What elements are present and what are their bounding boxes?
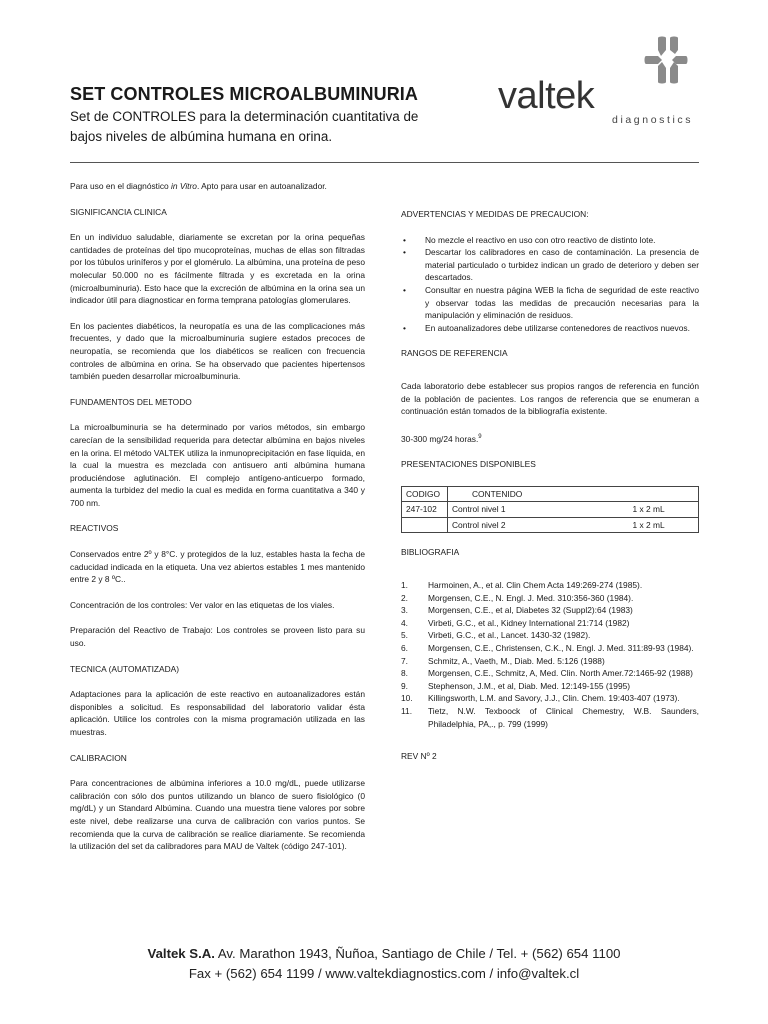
heading-fundamentos: FUNDAMENTOS DEL METODO xyxy=(70,396,192,407)
heading-calibracion: CALIBRACION xyxy=(70,752,127,763)
fundamentos-p1: La microalbuminuria se ha determinado por varios métodos, sin embargo carecían de la sensibilidad requerida para detectar albúmina en bajos niveles en la orina. El método VALTEK utiliza la inmunoprecipitación en fase líquida, en la cual la muestra es mezclada con antisuero anti albúmina humana produciéndose aglutinación. El complejo antígeno-anticuerpo formado, aumenta la turbidez del medio la cual es medida en forma cuantitativa a 340 y 700 nm. xyxy=(70,422,365,508)
heading-tecnica: TECNICA (AUTOMATIZADA) xyxy=(70,663,180,674)
significancia-p1: En un individuo saludable, diariamente se excretan por la orina pequeñas cantidades de proteínas del tipo mucoproteínas, muchas de ellas son filtradas por los túbulos uriníferos y por el glomérulo. La albúmina, una proteína de peso molecular 50.000 no es fácilmente filtrada y es excretada en la orina (microalbuminuria). Esto hace que la excreción de albúmina en la orina sea un indicador útil para diagnosticar en forma temprana patologías glomerulares. xyxy=(70,232,365,306)
valtek-logo xyxy=(498,36,698,132)
rangos-value: 30-300 mg/24 horas.$^9$ xyxy=(401,433,482,444)
table-header-contenido: CONTENIDO xyxy=(448,486,699,502)
list-item: • Descartar los calibradores en caso de contaminación. La presencia de material particulado o turbidez indican un grado de deterioro y deben ser descartados. xyxy=(401,246,699,284)
bibliografia-list xyxy=(401,579,699,730)
table-row: 247-102 Control nivel 1 1 x 2 mL xyxy=(402,502,699,518)
calibracion-p1: Para concentraciones de albúmina inferiores a 10.0 mg/dL, puede utilizarse calibración con sólo dos puntos utilizando un blanco de suero fisiológico (0 mg/dL) y un Standard Albúmina. Cuando una muestra tiene valores por sobre este nivel, debe realizarse una curva de calibración con varios puntos. Se recomienda que la curva de calibración se realice diariamente. Se recomienda la utilización del set da calibradores para MAU de Valtek (código 247-101). xyxy=(70,778,365,852)
heading-reactivos: REACTIVOS xyxy=(70,523,119,534)
rangos-p1: Cada laboratorio debe establecer sus propios rangos de referencia en función de la población de pacientes. Los rangos de referencia que se enumeran a continuación están tomados de la bibliografía existente. xyxy=(401,380,699,417)
heading-advertencias: ADVERTENCIAS Y MEDIDAS DE PRECAUCION: xyxy=(401,209,589,219)
reactivos-p2: Concentración de los controles: Ver valor en las etiquetas de los viales. xyxy=(70,599,335,610)
logo-tagline: diagnostics xyxy=(612,114,694,126)
heading-bibliografia: BIBLIOGRAFIA xyxy=(401,547,460,558)
list-item: 3. Morgensen, C.E., et al, Diabetes 32 (Suppl2):64 (1983) xyxy=(401,605,633,616)
list-item: • Consultar en nuestra página WEB la ficha de seguridad de este reactivo y observar todas las medidas de precaución necesarias para la manipulación y eliminación de residuos. xyxy=(401,284,699,322)
list-item: 8. Morgensen, C.E., Schmitz, A, Med. Clin. North Amer.72:1465-92 (1988) xyxy=(401,668,693,679)
list-item: • No mezcle el reactivo en uso con otro reactivo de distinto lote. xyxy=(401,234,699,247)
list-item: • En autoanalizadores debe utilizarse contenedores de reactivos nuevos. xyxy=(401,322,699,335)
heading-rangos: RANGOS DE REFERENCIA xyxy=(401,348,508,359)
list-item: 6. Morgensen, C.E., Christensen, C.K., N. Engl. J. Med. 311:89-93 (1984). xyxy=(401,643,694,654)
heading-significancia: SIGNIFICANCIA CLINICA xyxy=(70,206,167,217)
cross-petal-icon xyxy=(644,36,688,84)
footer-company: Valtek S.A. xyxy=(147,946,215,961)
list-item: 10. Killingsworth, L.M. and Savory, J.J., Clin. Chem. 19:403-407 (1973). xyxy=(401,693,680,704)
significancia-p2: En los pacientes diabéticos, la neuropatía es una de las complicaciones más frecuentes, y dado que la microalbuminuria sugiere estados precoces de neuropatía, se recomienda que los diabéticos se realicen con frecuencia controles de albúmina en orina. Se ha observado que pacientes hipertensos también pueden desarrollar microalbuminuria. xyxy=(70,320,365,382)
header-divider xyxy=(70,162,699,163)
presentaciones-table xyxy=(401,486,699,534)
left-column xyxy=(70,180,365,853)
reactivos-p3: Preparación del Reactivo de Trabajo: Los controles se proveen listo para su uso. xyxy=(70,625,365,649)
footer-line-1: Valtek S.A. Av. Marathon 1943, Ñuñoa, Santiago de Chile / Tel. + (562) 654 1100 xyxy=(147,946,621,961)
footer xyxy=(0,944,768,984)
list-item: 11. Tietz, N.W. Texboock of Clinical Chemestry, W.B. Saunders, Philadelphia, PA,., p. 799 (1999) xyxy=(401,706,699,729)
tecnica-p1: Adaptaciones para la aplicación de este reactivo en autoanalizadores están disponibles a solicitud. Es responsabilidad del laboratorio validar ésta aplicación. Utilice los controles con la misma programación utilizada en las muestras. xyxy=(70,689,365,737)
list-item: 4. Virbeti, G.C., et al., Kidney International 21:714 (1982) xyxy=(401,617,630,628)
revision-label: REV Nº 2 xyxy=(401,751,437,762)
list-item: 5. Virbeti, G.C., et al., Lancet. 1430-32 (1982). xyxy=(401,630,591,641)
reactivos-p1: Conservados entre 2º y 8°C. y protegidos de la luz, estables hasta la fecha de caducidad indicada en la etiqueta. Una vez abiertos estables 1 mes mantenido entre 2 y 8 ºC.. xyxy=(70,549,365,585)
list-item: 7. Schmitz, A., Vaeth, M., Diab. Med. 5:126 (1988) xyxy=(401,655,605,666)
heading-presentaciones: PRESENTACIONES DISPONIBLES xyxy=(401,459,536,470)
intro-text: Para uso en el diagnóstico in Vitro. Apto para usar en autoanalizador. xyxy=(70,181,327,191)
document-title: SET CONTROLES MICROALBUMINURIA xyxy=(70,84,418,104)
right-column xyxy=(401,208,699,763)
table-row: Control nivel 2 1 x 2 mL xyxy=(402,517,699,533)
list-item: 9. Stephenson, J.M., et al, Diab. Med. 12:149-155 (1995) xyxy=(401,680,631,691)
document-subtitle: Set de CONTROLES para la determinación cuantitativa de bajos niveles de albúmina humana en orina. xyxy=(70,109,419,144)
list-item: 1. Harmoinen, A., et al. Clin Chem Acta 149:269-274 (1985). xyxy=(401,580,643,591)
table-header-codigo: CODIGO xyxy=(402,486,448,502)
list-item: 2. Morgensen, C.E., N. Engl. J. Med. 310:356-360 (1984). xyxy=(401,592,634,603)
logo-wordmark: valtek xyxy=(498,75,595,117)
footer-line-2: Fax + (562) 654 1199 / www.valtekdiagnostics.com / info@valtek.cl xyxy=(188,966,580,981)
advertencias-list xyxy=(401,234,699,335)
